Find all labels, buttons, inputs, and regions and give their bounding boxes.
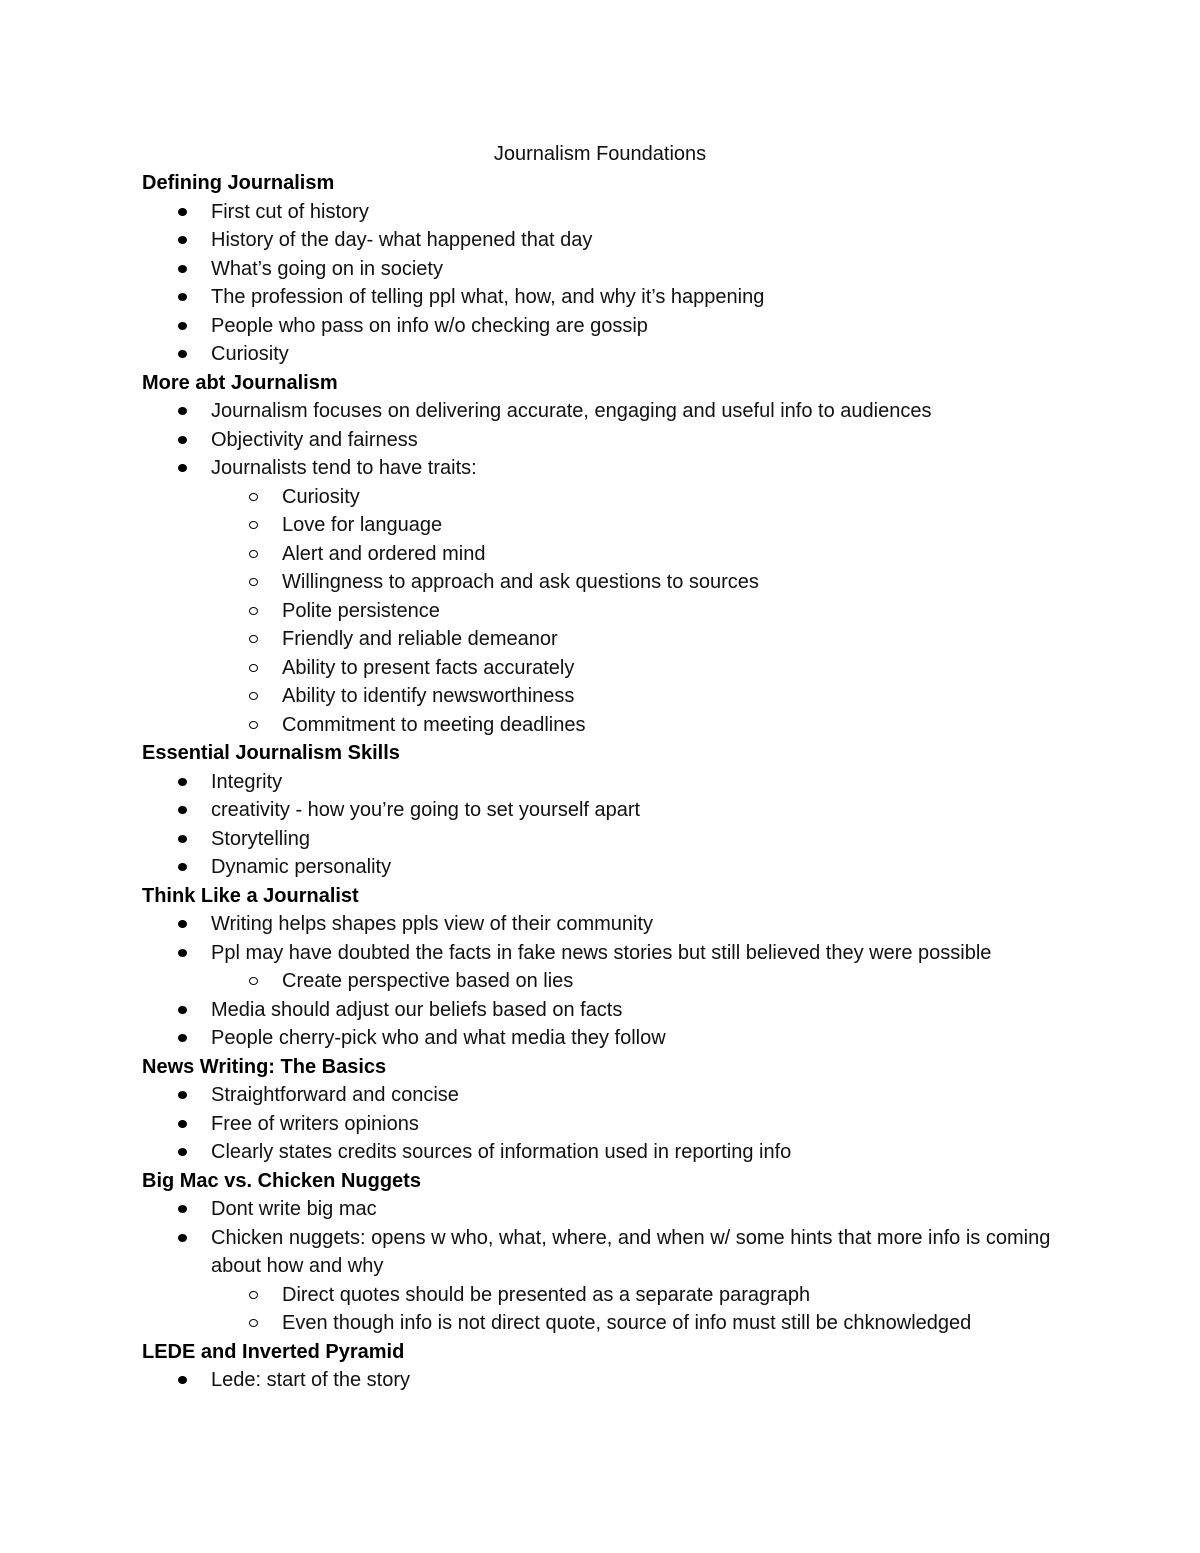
list-item-text: Straightforward and concise	[211, 1084, 459, 1106]
list-item-text: Ppl may have doubted the facts in fake news stories but still believed they were possible	[211, 941, 992, 964]
list-item	[142, 1195, 1082, 1224]
list-item-text: Media should adjust our beliefs based on facts	[211, 998, 623, 1021]
sub-list-item-text: Willingness to approach and ask questions to sources	[282, 571, 759, 593]
filled-bullet-icon	[178, 863, 187, 871]
list-item-text: Dont write big mac	[211, 1198, 377, 1220]
filled-bullet-icon	[178, 208, 187, 216]
sub-list-container	[142, 967, 1082, 996]
sub-list-item	[142, 597, 1082, 626]
filled-bullet-icon	[178, 806, 187, 814]
sub-list-item	[142, 967, 1082, 996]
list-item	[142, 1110, 1082, 1139]
list-item	[142, 910, 1082, 939]
sub-list-item-text: Ability to present facts accurately	[282, 656, 575, 679]
list-item-text: What’s going on in society	[211, 257, 443, 280]
filled-bullet-icon	[178, 236, 187, 244]
filled-bullet-icon	[178, 1006, 187, 1014]
sub-list-item-text: Even though info is not direct quote, source of info must still be chknowledged	[282, 1312, 972, 1334]
bullet-list	[142, 910, 1082, 1053]
filled-bullet-icon	[178, 293, 187, 301]
list-item-text: Storytelling	[211, 827, 310, 850]
list-item-text: Chicken nuggets: opens w who, what, where, and when w/ some hints that more info is coming about how and why	[211, 1226, 1051, 1277]
list-item-text: Integrity	[211, 770, 283, 793]
list-item-text: Dynamic personality	[211, 856, 392, 878]
list-item-text: Writing helps shapes ppls view of their community	[211, 913, 654, 935]
list-item-text: First cut of history	[211, 200, 369, 223]
hollow-bullet-icon	[249, 607, 258, 615]
sub-list-item-text: Alert and ordered mind	[282, 542, 486, 565]
section-heading: Think Like a Journalist	[142, 884, 359, 907]
sub-list-item-text: Love for language	[282, 514, 443, 536]
list-item	[142, 312, 1082, 341]
filled-bullet-icon	[178, 464, 187, 472]
filled-bullet-icon	[178, 1234, 187, 1242]
list-item	[142, 853, 1082, 882]
list-item-text: Journalists tend to have traits:	[211, 457, 477, 479]
hollow-bullet-icon	[249, 692, 258, 700]
hollow-bullet-icon	[249, 578, 258, 586]
list-item-text: History of the day- what happened that day	[211, 229, 593, 251]
filled-bullet-icon	[178, 1148, 187, 1156]
list-item	[142, 397, 1082, 426]
sub-list-item	[142, 682, 1082, 711]
sub-list-item	[142, 711, 1082, 740]
list-item-text: Clearly states credits sources of information used in reporting info	[211, 1141, 792, 1163]
filled-bullet-icon	[178, 436, 187, 444]
sub-list-item-text: Friendly and reliable demeanor	[282, 628, 558, 650]
list-item-text: People who pass on info w/o checking are gossip	[211, 314, 648, 337]
sub-list-item-text: Ability to identify newsworthiness	[282, 685, 575, 707]
list-item	[142, 939, 1082, 968]
list-item	[142, 198, 1082, 227]
list-item	[142, 454, 1082, 483]
list-item	[142, 1138, 1082, 1167]
filled-bullet-icon	[178, 350, 187, 358]
sub-list-item	[142, 625, 1082, 654]
sub-list-item	[142, 1309, 1082, 1338]
list-item	[142, 825, 1082, 854]
section-heading: Defining Journalism	[142, 172, 335, 194]
filled-bullet-icon	[178, 1120, 187, 1128]
sub-list-item	[142, 568, 1082, 597]
list-item	[142, 283, 1082, 312]
hollow-bullet-icon	[249, 977, 258, 985]
bullet-list	[142, 397, 1082, 739]
document-body	[142, 169, 1082, 1395]
filled-bullet-icon	[178, 322, 187, 330]
bullet-list	[142, 768, 1082, 882]
document-title: Journalism Foundations	[493, 143, 707, 165]
sub-bullet-list	[142, 967, 1082, 996]
list-item-text: creativity - how you’re going to set yourself apart	[211, 799, 641, 821]
list-item	[142, 796, 1082, 825]
list-item	[142, 1224, 1082, 1281]
list-item-text: Curiosity	[211, 343, 289, 365]
list-item	[142, 1024, 1082, 1053]
list-item-text: People cherry-pick who and what media they follow	[211, 1027, 666, 1049]
filled-bullet-icon	[178, 835, 187, 843]
hollow-bullet-icon	[249, 1291, 258, 1299]
list-item	[142, 426, 1082, 455]
sub-list-item	[142, 540, 1082, 569]
section-heading: LEDE and Inverted Pyramid	[142, 1340, 405, 1363]
sub-list-item	[142, 483, 1082, 512]
section-heading: Big Mac vs. Chicken Nuggets	[142, 1169, 421, 1192]
filled-bullet-icon	[178, 1376, 187, 1384]
list-item	[142, 1366, 1082, 1395]
bullet-list	[142, 198, 1082, 369]
sub-bullet-list	[142, 483, 1082, 740]
list-item	[142, 255, 1082, 284]
filled-bullet-icon	[178, 778, 187, 786]
filled-bullet-icon	[178, 407, 187, 415]
filled-bullet-icon	[178, 1205, 187, 1213]
section-heading: More abt Journalism	[142, 371, 338, 394]
list-item	[142, 996, 1082, 1025]
bullet-list	[142, 1081, 1082, 1167]
bullet-list	[142, 1195, 1082, 1338]
hollow-bullet-icon	[249, 521, 258, 529]
sub-bullet-list	[142, 1281, 1082, 1338]
filled-bullet-icon	[178, 920, 187, 928]
list-item-text: Journalism focuses on delivering accurate, engaging and useful info to audiences	[211, 400, 932, 422]
filled-bullet-icon	[178, 265, 187, 273]
hollow-bullet-icon	[249, 550, 258, 558]
hollow-bullet-icon	[249, 635, 258, 643]
sub-list-item	[142, 654, 1082, 683]
list-item	[142, 1081, 1082, 1110]
bullet-list	[142, 1366, 1082, 1395]
filled-bullet-icon	[178, 949, 187, 957]
list-item	[142, 226, 1082, 255]
sub-list-item-text: Commitment to meeting deadlines	[282, 713, 586, 736]
hollow-bullet-icon	[249, 721, 258, 729]
section-heading: News Writing: The Basics	[142, 1055, 387, 1078]
sub-list-container	[142, 483, 1082, 740]
section-heading: Essential Journalism Skills	[142, 742, 400, 764]
list-item-text: Free of writers opinions	[211, 1112, 419, 1135]
sub-list-item-text: Polite persistence	[282, 599, 440, 622]
sub-list-item-text: Direct quotes should be presented as a separate paragraph	[282, 1283, 811, 1306]
list-item	[142, 768, 1082, 797]
hollow-bullet-icon	[249, 493, 258, 501]
list-item-text: Lede: start of the story	[211, 1369, 410, 1391]
filled-bullet-icon	[178, 1091, 187, 1099]
sub-list-item-text: Curiosity	[282, 485, 360, 508]
sub-list-item	[142, 511, 1082, 540]
list-item-text: The profession of telling ppl what, how, and why it’s happening	[211, 286, 765, 308]
hollow-bullet-icon	[249, 664, 258, 672]
filled-bullet-icon	[178, 1034, 187, 1042]
sub-list-item-text: Create perspective based on lies	[282, 970, 574, 992]
sub-list-item	[142, 1281, 1082, 1310]
hollow-bullet-icon	[249, 1319, 258, 1327]
sub-list-container	[142, 1281, 1082, 1338]
list-item-text: Objectivity and fairness	[211, 428, 418, 451]
list-item	[142, 340, 1082, 369]
